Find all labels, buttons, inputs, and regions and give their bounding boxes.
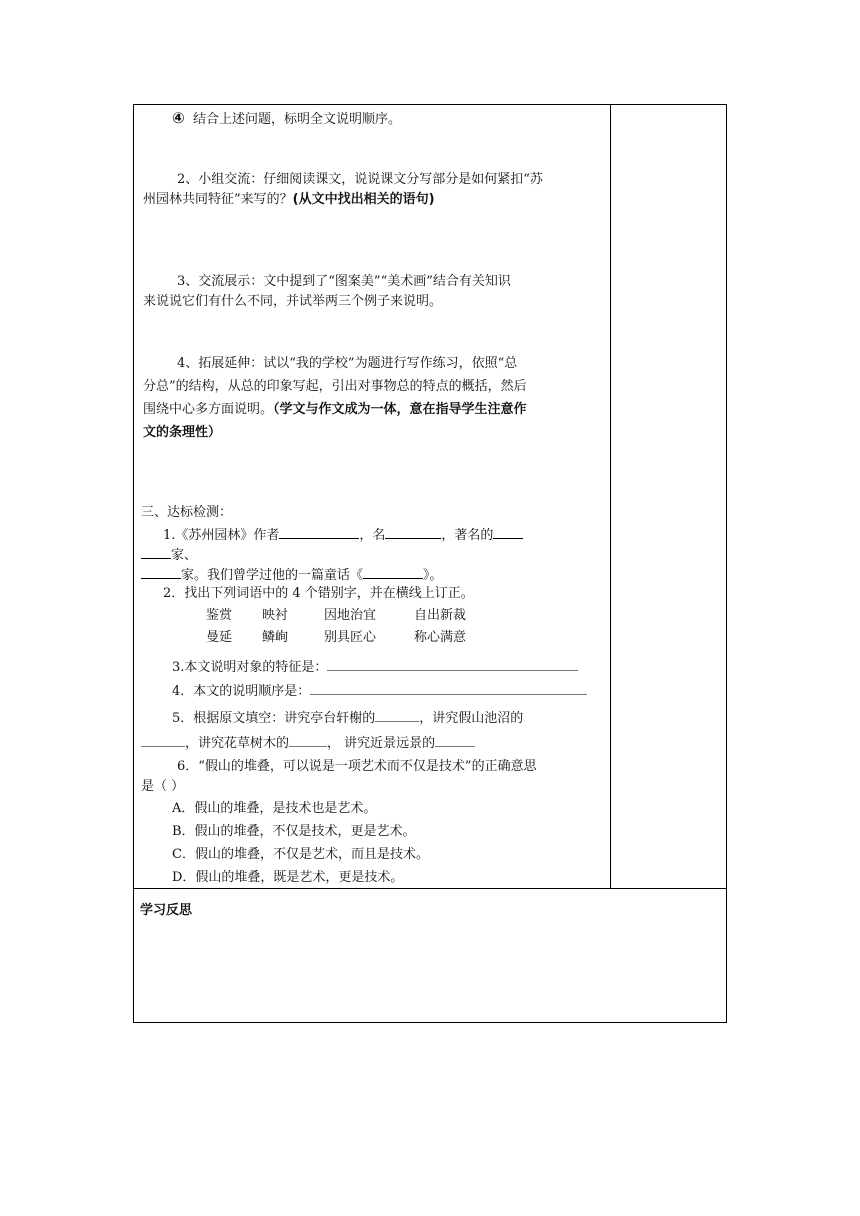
row-divider xyxy=(134,888,726,889)
q6-option: A．假山的堆叠，是技术也是艺术。 xyxy=(172,801,377,816)
q5-blank4[interactable] xyxy=(435,732,475,747)
q6-line2: 是（ ） xyxy=(141,779,185,794)
q5-text-b: ，讲究假山池沼的 xyxy=(419,711,524,726)
q1-blank-name[interactable] xyxy=(385,524,441,539)
q1-line1 xyxy=(163,524,523,546)
extend-note-part1: （学文与作文成为一体，意在指导学生注意作 xyxy=(273,402,527,417)
reflection-label: 学习反思 xyxy=(140,903,193,918)
q1-text-e: 家。我们曾学过他的一篇童话《 xyxy=(181,568,364,583)
q3-line xyxy=(172,656,578,678)
q2-word: 因地治宜 xyxy=(324,608,377,623)
q5-text-c: ，讲究花草树木的 xyxy=(185,736,290,751)
step4-line xyxy=(172,108,401,130)
q1-blank-field[interactable] xyxy=(141,564,181,579)
q2-text: 2．找出下列词语中的 4 个错别字，并在横线上订正。 xyxy=(163,586,474,601)
step4-marker: ④ xyxy=(172,109,185,127)
extend-note-part2: 文的条理性） xyxy=(143,425,222,440)
present-line1: 3、交流展示：文中提到了“图案美”“美术画”结合有关知识 xyxy=(177,274,511,289)
q5-blank1[interactable] xyxy=(375,707,419,722)
exchange-line2-text: 州园林共同特征”来写的？ xyxy=(143,192,293,207)
q2-word: 称心满意 xyxy=(414,630,467,645)
q1-text-c: ，著名的 xyxy=(441,528,494,543)
present-line2: 来说说它们有什么不同，并试举两三个例子来说明。 xyxy=(143,294,443,309)
q2-word: 自出新裁 xyxy=(414,608,467,623)
q1-blank-story[interactable] xyxy=(363,564,423,579)
q3-blank[interactable] xyxy=(327,656,578,671)
q6-line1: 6．“假山的堆叠，可以说是一项艺术而不仅是技术”的正确意思 xyxy=(177,759,537,774)
extend-line1: 4、拓展延伸：试以“我的学校”为题进行写作练习，依照“总 xyxy=(177,356,518,371)
exchange-line1: 2、小组交流：仔细阅读课文，说说课文分写部分是如何紧扣“苏 xyxy=(177,172,543,187)
q1-text-b: ，名 xyxy=(359,528,386,543)
q5-text-d: ， 讲究近景远景的 xyxy=(327,736,436,751)
q1-text-f: 》。 xyxy=(423,568,443,583)
q5-blank2[interactable] xyxy=(141,732,185,747)
column-divider xyxy=(610,105,611,888)
q1-text-a: 1.《苏州园林》作者 xyxy=(163,528,280,543)
q1-line2 xyxy=(141,544,197,566)
q1-blank-famous2[interactable] xyxy=(141,544,171,559)
q4-text: 4．本文的说明顺序是： xyxy=(172,684,311,699)
q2-word: 鳞峋 xyxy=(262,630,289,645)
q4-blank[interactable] xyxy=(310,680,587,695)
test-heading: 三、达标检测： xyxy=(141,505,233,520)
q1-blank-author[interactable] xyxy=(279,524,359,539)
q5-line1 xyxy=(172,707,523,729)
q6-option: C．假山的堆叠，不仅是艺术，而且是技术。 xyxy=(172,847,429,862)
q1-text-d: 家、 xyxy=(171,548,198,563)
q5-text-a: 5．根据原文填空：讲究亭台轩榭的 xyxy=(172,711,376,726)
q5-blank3[interactable] xyxy=(289,732,327,747)
q4-line xyxy=(172,680,587,702)
q2-word: 别具匠心 xyxy=(324,630,377,645)
q6-option: D．假山的堆叠，既是艺术，更是技术。 xyxy=(172,870,404,885)
q3-text: 3.本文说明对象的特征是： xyxy=(172,660,328,675)
q5-line2 xyxy=(141,732,475,754)
extend-line3 xyxy=(143,400,527,420)
q2-word: 曼延 xyxy=(206,630,233,645)
exchange-note: (从文中找出相关的语句) xyxy=(292,192,435,207)
exchange-line2 xyxy=(143,190,435,210)
step4-text: 结合上述问题，标明全文说明顺序。 xyxy=(192,112,401,127)
q1-line3 xyxy=(141,564,443,586)
q2-word: 鉴赏 xyxy=(206,608,233,623)
extend-line3-text: 围绕中心多方面说明。 xyxy=(143,402,274,417)
q2-word: 映衬 xyxy=(262,608,289,623)
q1-blank-famous1[interactable] xyxy=(493,524,523,539)
extend-line2: 分总”的结构，从总的印象写起，引出对事物总的特点的概括，然后 xyxy=(143,379,527,394)
q6-option: B．假山的堆叠，不仅是技术，更是艺术。 xyxy=(172,824,416,839)
